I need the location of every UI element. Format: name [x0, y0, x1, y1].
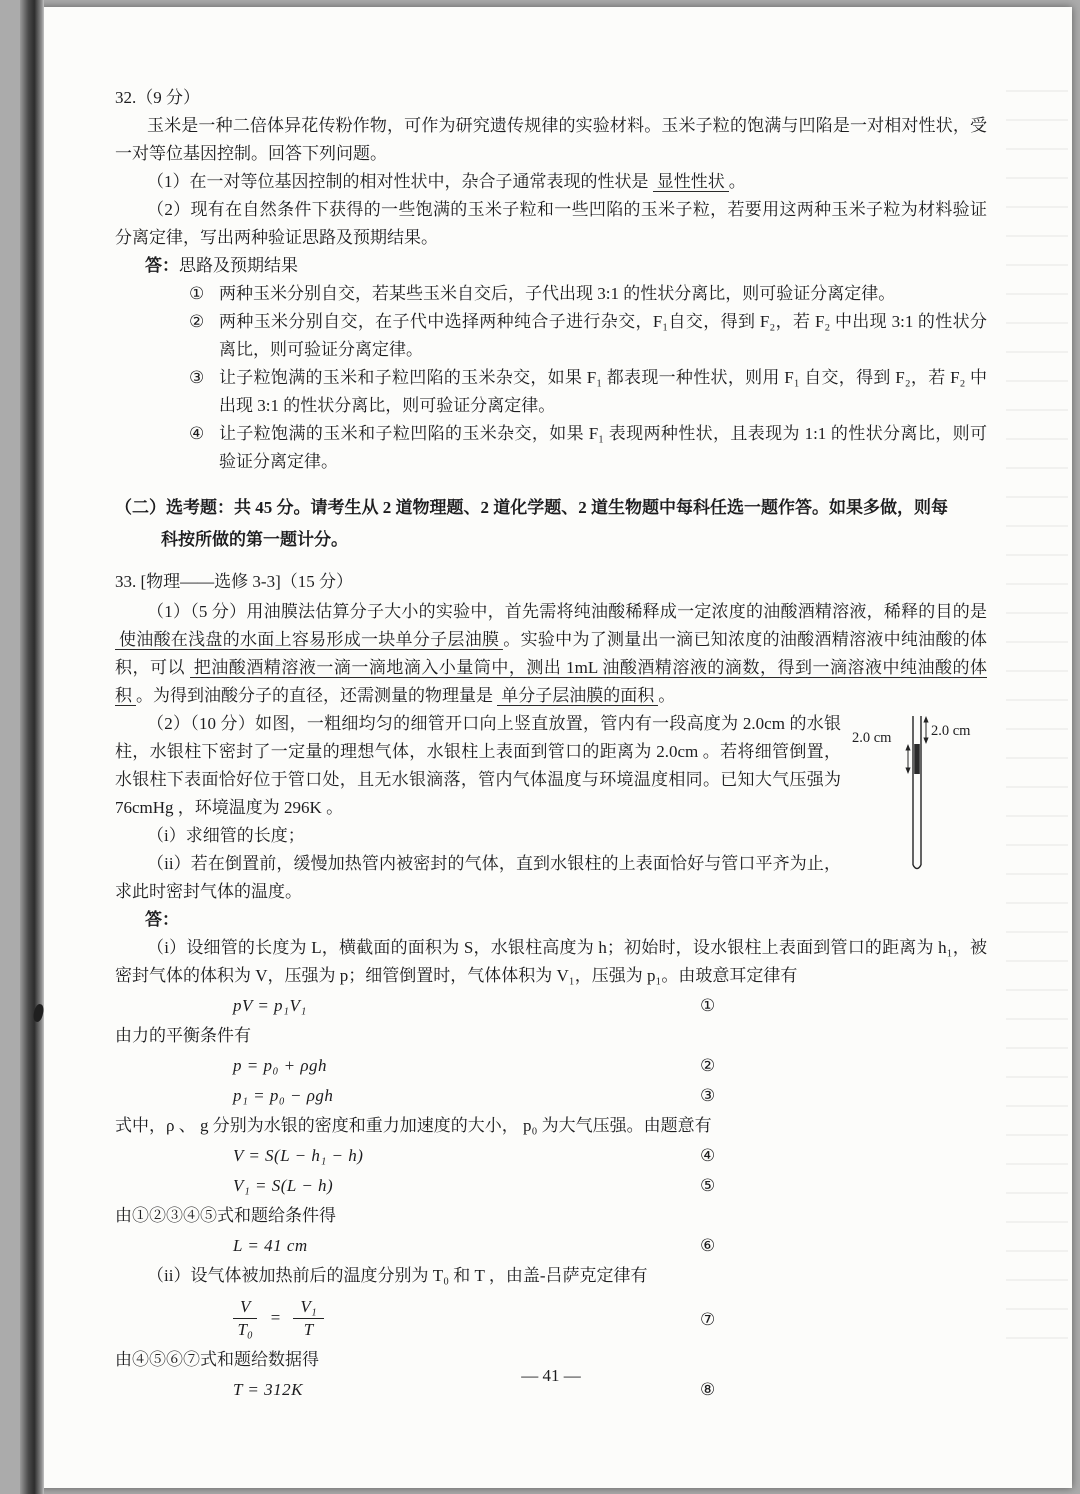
point-1-marker: ①	[189, 284, 205, 303]
sub1-answer-underlined: 显性性状	[653, 172, 729, 192]
page-number: — 41 —	[521, 1366, 581, 1385]
equation-1-number: ①	[700, 996, 716, 1015]
solution-line-ii: （ii）设气体被加热前后的温度分别为 T₀ 和 T ，由盖-吕萨克定律有	[147, 1266, 648, 1285]
equation-3-number: ③	[700, 1086, 716, 1105]
answer-point-3	[115, 364, 987, 420]
fraction-left-numerator: V	[233, 1297, 257, 1319]
point-3-marker: ③	[189, 368, 205, 387]
point-2-text: 两种玉米分别自交，在子代中选择两种纯合子进行杂交，F₁自交，得到 F₂，若 F₂ 中出现 3:1 的性状分离比，则可验证分离定律。	[219, 312, 987, 359]
equation-3	[115, 1082, 987, 1110]
equation-5-number: ⑤	[700, 1176, 716, 1195]
question-32-heading: 32.（9 分）	[115, 88, 200, 107]
answer-label: 答：	[145, 256, 179, 275]
tube-figure	[849, 710, 987, 878]
point-3-text: 让子粒饱满的玉米和子粒凹陷的玉米杂交，如果 F₁ 都表现一种性状，则用 F₁ 自交，得到 F₂，若 F₂ 中出现 3:1 的性状分离比，则可验证分离定律。	[219, 368, 987, 415]
equation-7-number: ⑦	[700, 1310, 716, 1329]
answer-heading-33	[115, 906, 987, 934]
equation-5-formula: V₁ = S(L − h)	[233, 1176, 334, 1195]
answer-title: 思路及预期结果	[179, 256, 298, 275]
fraction-right	[293, 1297, 323, 1339]
point-1-text: 两种玉米分别自交，若某些玉米自交后，子代出现 3:1 的性状分离比，则可验证分离定律。	[219, 284, 896, 303]
fraction-left	[233, 1297, 257, 1339]
question-33-heading: 33. [物理——选修 3-3]（15 分）	[115, 572, 353, 591]
point-4-text: 让子粒饱满的玉米和子粒凹陷的玉米杂交，如果 F₁ 表现两种性状，且表现为 1:1 的性状分离比，则可验证分离定律。	[219, 424, 987, 471]
equation-8-number: ⑧	[700, 1380, 716, 1400]
part1-blank-3: 单分子层油膜的面积	[497, 686, 658, 706]
tube-diagram	[849, 710, 987, 878]
question-32	[115, 84, 987, 476]
equation-4	[115, 1142, 987, 1170]
equation-7	[115, 1292, 987, 1344]
question-32-intro: 玉米是一种二倍体异花传粉作物，可作为研究遗传规律的实验材料。玉米子粒的饱满与凹陷是一对相对性状，受一对等位基因控制。回答下列问题。	[115, 116, 987, 163]
point-2-marker: ②	[189, 312, 205, 331]
fraction-left-denominator: T₀	[237, 1319, 253, 1339]
equation-1	[115, 992, 987, 1020]
equation-2	[115, 1052, 987, 1080]
part1-blank-2: 把油酸酒精溶液一滴一滴地滴入小量筒中，测出 1mL 油酸酒精溶液的滴数，得到一滴溶液中纯油酸的体积	[115, 658, 988, 705]
solution-line-combine1: 由①②③④⑤式和题给条件得	[115, 1206, 336, 1225]
solution-line-force: 由力的平衡条件有	[115, 1026, 251, 1045]
bleedthrough-artifact	[1006, 90, 1068, 1340]
equation-6-number: ⑥	[700, 1236, 716, 1255]
part1-text-1: （1）（5 分）用油膜法估算分子大小的实验中，首先需将纯油酸稀释成一定浓度的油酸酒精溶液，稀释的目的是	[147, 602, 987, 621]
equation-2-number: ②	[700, 1056, 716, 1075]
point-4-marker: ④	[189, 424, 205, 443]
question-33-part2	[115, 710, 987, 906]
elective-note-line2: 科按所做的第一题计分。	[161, 530, 348, 549]
page-content	[115, 84, 987, 1406]
solution-line-combine2: 由④⑤⑥⑦式和题给数据得	[115, 1350, 319, 1370]
answer-point-4	[115, 420, 987, 476]
part1-blank-1: 使油酸在浅盘的水面上容易形成一块单分子层油膜	[115, 630, 503, 650]
equals-sign: =	[269, 1308, 282, 1328]
section-elective-note	[115, 492, 987, 556]
question-32-sub2: （2）现有在自然条件下获得的一些饱满的玉米子粒和一些凹陷的玉米子粒，若要用这两种玉米子粒为材料验证分离定律，写出两种验证思路及预期结果。	[115, 200, 987, 247]
sub1-text: （1）在一对等位基因控制的相对性状中，杂合子通常表现的性状是	[147, 172, 649, 191]
part1-text-4: 。	[658, 686, 676, 705]
answer-heading-32	[115, 252, 987, 280]
solution-line-vars: 式中，ρ 、 g 分别为水银的密度和重力加速度的大小， p₀ 为大气压强。由题意有	[115, 1116, 712, 1135]
part2-question-ii: （ii）若在倒置前，缓慢加热管内被密封的气体，直到水银柱的上表面恰好与管口平齐为止，求此时密封气体的温度。	[115, 854, 841, 901]
answer-label-33: 答：	[145, 910, 179, 929]
sub1-period: 。	[728, 172, 746, 191]
part2-question-i: （i）求细管的长度；	[147, 826, 305, 845]
part1-text-2: 。实验中为了测量出一滴已知浓度的油酸酒精溶液中纯油酸的体积，可以	[115, 630, 988, 677]
question-32-sub1	[115, 168, 987, 196]
equation-3-formula: p₁ = p₀ − ρgh	[233, 1086, 334, 1105]
mercury-column	[914, 744, 920, 774]
fraction-right-denominator: T	[303, 1319, 314, 1339]
elective-note-line1: （二）选考题：共 45 分。请考生从 2 道物理题、2 道化学题、2 道生物题中每科任选一题作答。如果多做，则每	[115, 498, 948, 517]
equation-1-formula: pV = p₁V₁	[233, 996, 307, 1015]
question-33	[115, 568, 987, 1404]
equation-4-number: ④	[700, 1146, 716, 1165]
equation-5	[115, 1172, 987, 1200]
part2-text: （2）（10 分）如图，一粗细均匀的细管开口向上竖直放置，管内有一段高度为 2.0cm 的水银柱，水银柱下密封了一定量的理想气体，水银柱上表面到管口的距离为 2.0cm 。若将细管倒置，水银柱下表面恰好位于管口处，且无水银滴落，管内气体温度与环境温度相同。已知大气压强为 76cmHg ，环境温度为 296K 。	[115, 714, 841, 817]
fraction-right-numerator: V₁	[293, 1297, 323, 1319]
equation-2-formula: p = p₀ + ρgh	[233, 1056, 328, 1075]
diagram-label-right: 2.0 cm	[931, 723, 971, 739]
equation-8-formula: T = 312K	[233, 1380, 303, 1400]
equation-6	[115, 1232, 987, 1260]
solution-intro: （i）设细管的长度为 L，横截面的面积为 S，水银柱高度为 h；初始时，设水银柱上表面到管口的距离为 h₁，被密封气体的体积为 V，压强为 p；细管倒置时，气体体积为 V₁，压强为 p₁。由玻意耳定律有	[115, 938, 987, 985]
answer-point-2	[115, 308, 987, 364]
equation-6-formula: L = 41 cm	[233, 1236, 308, 1255]
book-binding-shadow	[20, 0, 44, 1494]
tube-shape	[913, 716, 921, 869]
equation-4-formula: V = S(L − h₁ − h)	[233, 1146, 364, 1165]
diagram-label-left: 2.0 cm	[852, 730, 892, 746]
part1-text-3: 。为得到油酸分子的直径，还需测量的物理量是	[136, 686, 493, 705]
question-33-part1	[115, 598, 987, 710]
answer-point-1	[115, 280, 987, 308]
